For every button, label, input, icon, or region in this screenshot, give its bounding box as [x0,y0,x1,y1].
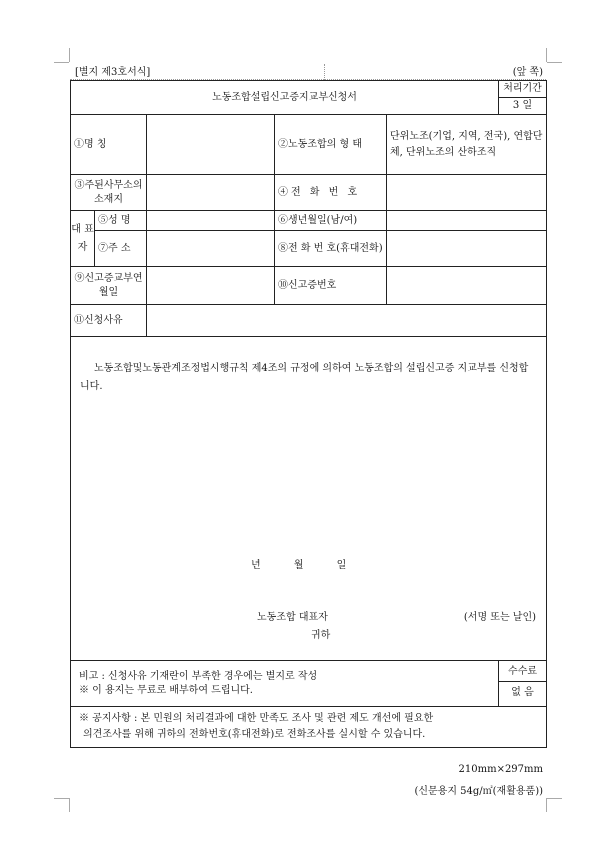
corner-mark-top-left-v [69,48,70,62]
rep-phone-value[interactable] [387,231,547,267]
corner-mark-top-right-v [546,48,547,62]
name-value[interactable] [147,115,275,175]
application-date[interactable]: 년 월 일 [251,560,347,571]
corner-mark-top-right-h [547,62,562,63]
form-title: 노동조합설립신고증지교부신청서 [71,81,499,115]
corner-mark-top-left-h [54,62,69,63]
notice-line-2: 의견조사를 위해 귀하의 전화번호(휴대전화)로 전화조사를 실시할 수 있습니다. [83,729,426,740]
corner-mark-bottom-left-v [69,798,70,812]
center-guide-line [324,64,325,80]
corner-mark-bottom-right-h [547,798,562,799]
rep-name-label: ⑤성 명 [95,211,147,231]
rep-birth-label: ⑥생년월일(남/여) [275,211,387,231]
issue-date-value[interactable] [147,267,275,305]
address-value[interactable] [147,175,275,211]
corner-mark-bottom-right-v [546,798,547,812]
rep-address-label: ⑦주 소 [95,231,147,267]
processing-period-label: 처리기간 [499,81,546,98]
rep-phone-label: ⑧전 화 번 호(휴대전화) [275,231,387,267]
name-label: ①명 칭 [71,115,147,175]
cert-number-label: ⑩신고증번호 [275,267,387,305]
processing-period-value: 3 일 [512,100,533,111]
issue-date-label: ⑨신고증교부연월일 [71,267,147,305]
fee-value: 없 음 [511,687,534,698]
notice-line-1: ※ 공지사항 : 본 민원의 처리결과에 대한 만족도 조사 및 관련 제도 개선에 필요한 [79,713,434,724]
phone-label: ④전 화 번 호 [275,175,387,211]
union-type-options[interactable]: 단위노조(기업, 지역, 전국), 연합단체, 단위노조의 산하조직 [387,115,547,175]
remarks [71,661,499,707]
representative-title: 노동조합 대표자 [257,612,328,623]
reason-label: ⑪신청사유 [71,305,147,337]
corner-mark-bottom-left-h [54,798,69,799]
application-body [71,337,547,661]
application-statement: 노동조합및노동관계조정법시행규칙 제4조의 규정에 의하여 노동조합의 설립신고증 지교부를 신청합니다. [80,363,529,392]
rep-birth-value[interactable] [387,211,547,231]
fee-label: 수수료 [499,663,546,682]
form-number: [별지 제3호서식] [75,67,151,78]
application-form [70,80,547,748]
page-side-label: (앞 쪽) [512,67,543,78]
paper-type: (신문용지 54g/㎡(재활용품)) [414,786,543,797]
notice [71,707,547,748]
representative-label: 대 표 자 [71,211,95,267]
rep-name-value[interactable] [147,211,275,231]
paper-size: 210mm×297mm [458,764,543,775]
rep-address-value[interactable] [147,231,275,267]
signature-placeholder[interactable]: (서명 또는 날인) [463,612,537,623]
remarks-line-1: 비고 : 신청사유 기재란이 부족한 경우에는 별지로 작성 [79,670,318,682]
address-label: ③주된사무소의 소재지 [71,175,147,211]
cert-number-value[interactable] [387,267,547,305]
reason-value[interactable] [147,305,547,337]
union-type-label: ②노동조합의 형 태 [275,115,387,175]
addressee: 귀하 [311,630,331,641]
processing-period [499,81,547,115]
remarks-line-2: ※ 이 용지는 무료로 배부하여 드립니다. [79,684,253,696]
fee-cell [499,661,547,707]
phone-value[interactable] [387,175,547,211]
